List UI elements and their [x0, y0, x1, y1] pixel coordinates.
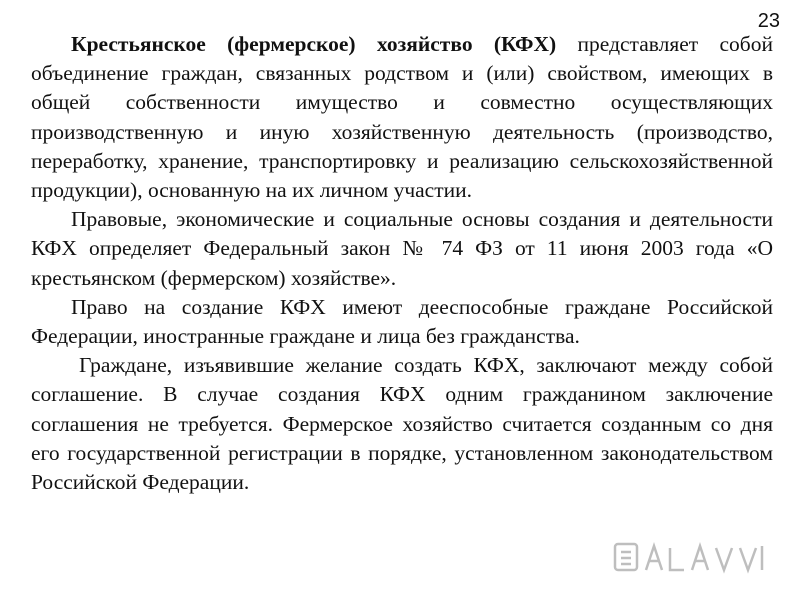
document-body [31, 30, 773, 497]
paragraph-1-text: представляет собой объединение граждан, связанных родством и (или) свойством, имеющих в общей собственности имущество и совместно осуществляющих производственную и иную хозяйственную деятельность (производство, переработку, хранение, транспортировку и реализацию сельскохозяйственной продукции), основанную на их личном участии. [31, 32, 773, 203]
page-number: 23 [757, 10, 780, 32]
bold-term: Крестьянское (фермерское) хозяйство (КФХ) [71, 32, 557, 56]
paragraph-1 [31, 30, 773, 205]
paragraph-3: Право на создание КФХ имеют дееспособные граждане Российской Федерации, иностранные граждане и лица без гражданства. [31, 294, 773, 349]
paragraph-2: Правовые, экономические и социальные основы создания и деятельности КФХ определяет Федеральный закон № 74 ФЗ от 11 июня 2003 года «О крестьянском (фермерском) хозяйстве». [31, 207, 773, 290]
paragraph-4: Граждане, изъявившие желание создать КФХ, заключают между собой соглашение. В случае создания КФХ одним гражданином заключение соглашения не требуется. Фермерское хозяйство считается созданным со дня его государственной регистрации в порядке, установленном законодательством Российской Федерации. [31, 353, 773, 495]
watermark-logo-icon [612, 540, 768, 576]
